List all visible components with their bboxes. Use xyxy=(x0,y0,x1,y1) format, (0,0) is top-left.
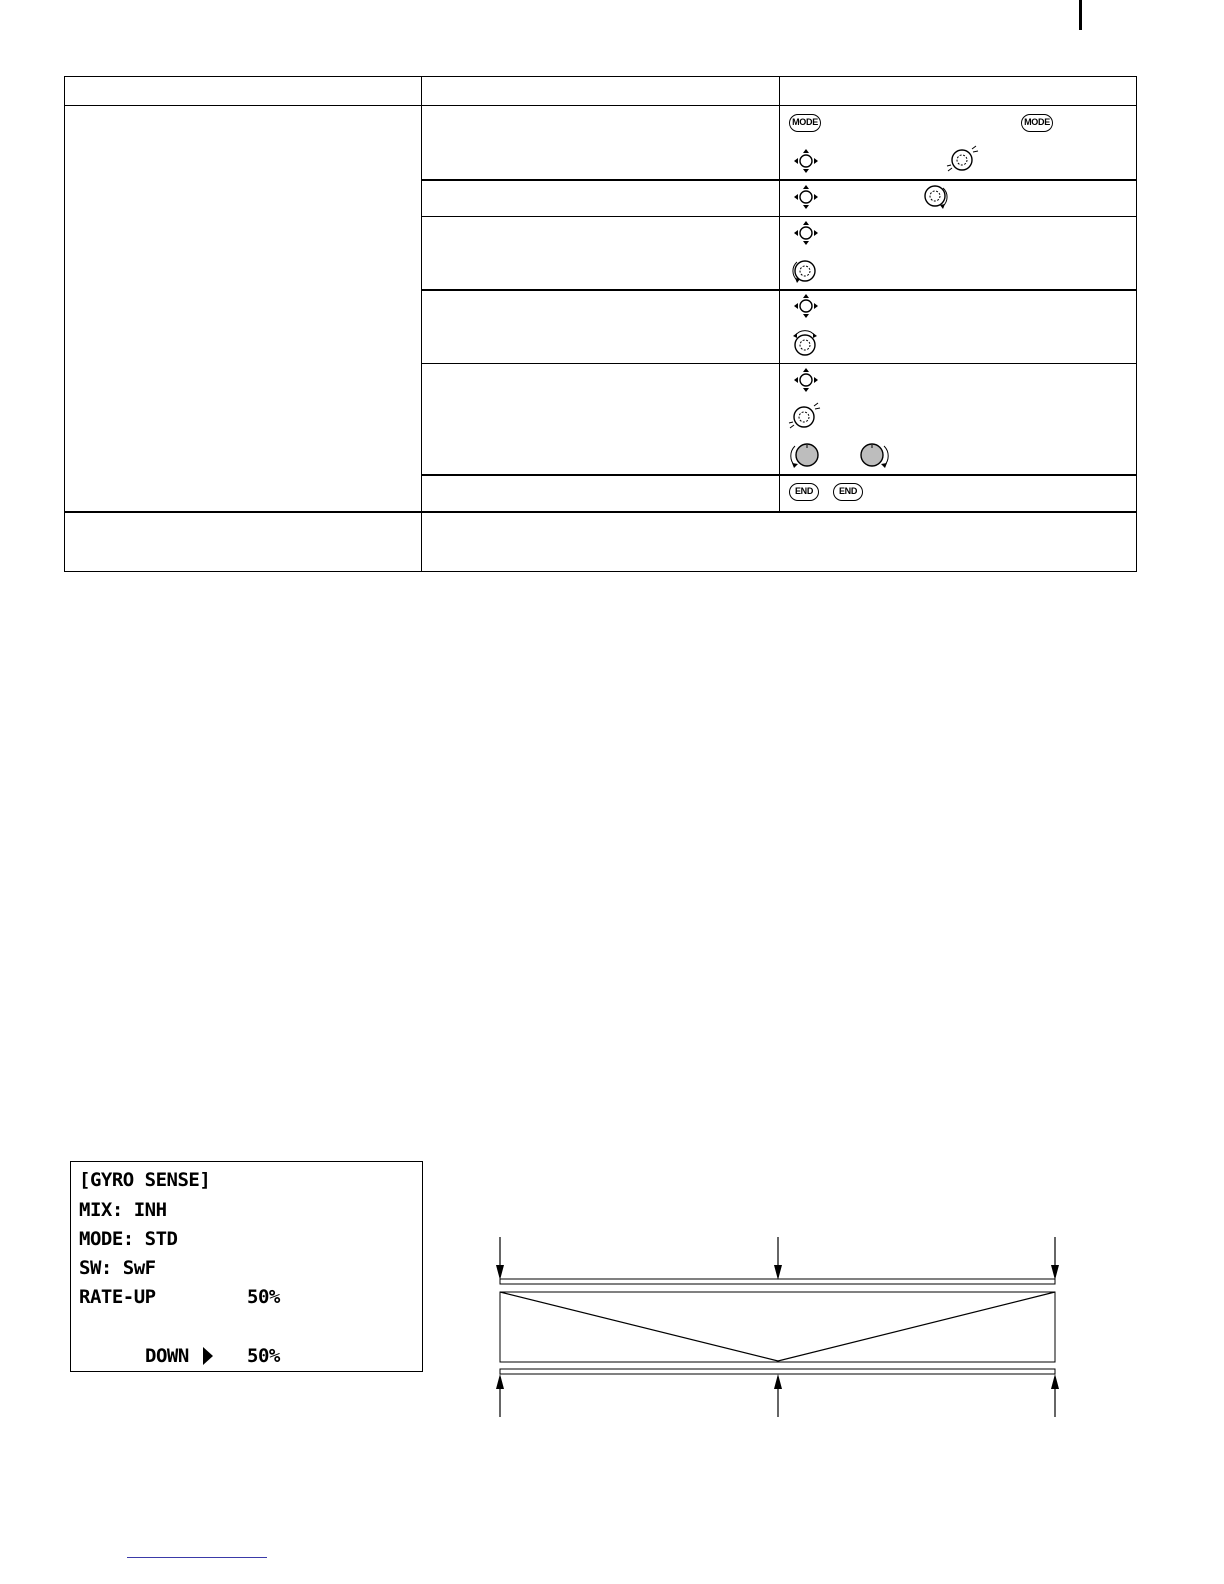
cursor-dial-icon xyxy=(793,184,819,210)
lcd-mix: MIX: INH xyxy=(79,1199,167,1221)
v-curve xyxy=(500,1292,1055,1361)
header-divider xyxy=(65,105,1136,106)
lcd-screen xyxy=(70,1161,423,1372)
end-button-icon: END xyxy=(833,483,863,501)
cursor-dial-icon xyxy=(793,220,819,246)
row-divider-5 xyxy=(421,474,1136,476)
knob-rotate-right-icon xyxy=(859,439,891,471)
end-button-icon: END xyxy=(789,483,819,501)
cursor-dial-icon xyxy=(793,148,819,174)
lcd-title: [GYRO SENSE] xyxy=(79,1169,211,1191)
section-divider xyxy=(65,511,1136,513)
top-arrows xyxy=(496,1237,1059,1280)
procedure-table xyxy=(64,76,1137,572)
dial-rotate-right-icon xyxy=(921,182,951,212)
lcd-rate-up-label: RATE-UP xyxy=(79,1286,156,1308)
bottom-link-underline[interactable] xyxy=(127,1557,267,1558)
knob-rotate-left-icon xyxy=(789,439,821,471)
row-divider-2 xyxy=(421,216,1136,217)
dial-push-icon xyxy=(945,145,979,175)
lcd-switch: SW: SwF xyxy=(79,1257,156,1279)
cursor-dial-icon xyxy=(793,293,819,319)
bottom-arrows xyxy=(496,1374,1059,1417)
lcd-rate-up-value: 50% xyxy=(247,1286,280,1308)
col-divider-1 xyxy=(421,77,422,571)
cursor-dial-icon xyxy=(793,367,819,393)
triangle-right-icon xyxy=(202,1346,214,1366)
col-divider-2 xyxy=(779,77,780,513)
top-edge-mark xyxy=(1079,0,1082,30)
bottom-bar xyxy=(500,1369,1055,1374)
row-divider-3 xyxy=(421,289,1136,291)
lcd-down-label: DOWN xyxy=(145,1345,189,1367)
lcd-mode: MODE: STD xyxy=(79,1228,178,1250)
dial-rotate-top-icon xyxy=(790,328,820,358)
mode-button-icon: MODE xyxy=(1021,114,1053,132)
lcd-down-value: 50% xyxy=(247,1345,280,1367)
curve-box xyxy=(500,1292,1055,1362)
dial-push-icon xyxy=(787,402,821,432)
dial-rotate-left-icon xyxy=(789,256,819,286)
top-bar xyxy=(500,1279,1055,1284)
rate-diagram xyxy=(490,1235,1070,1420)
row-divider-1 xyxy=(421,179,1136,181)
row-divider-4 xyxy=(421,363,1136,364)
mode-button-icon: MODE xyxy=(789,114,821,132)
